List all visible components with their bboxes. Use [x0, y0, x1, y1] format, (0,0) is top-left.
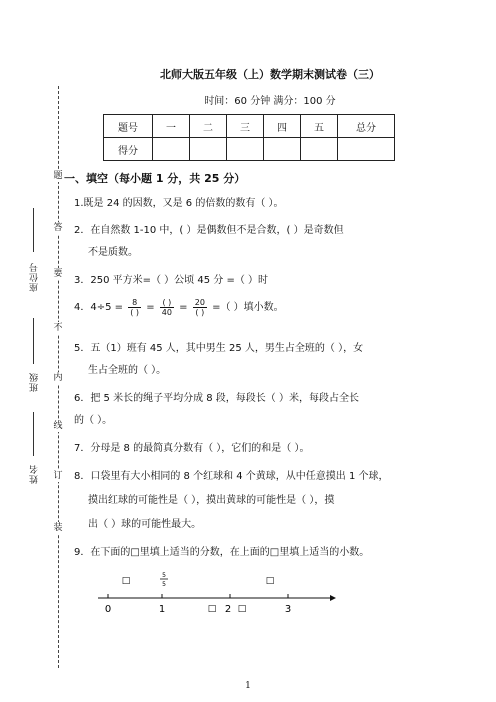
class-label: 班级: [30, 372, 40, 392]
section-heading: 一、填空（每小题 1 分，共 25 分）: [64, 172, 246, 185]
question-8-line-1: 8．口袋里有大小相同的 8 个红球和 4 个黄球，从中任意摸出 1 个球，: [74, 471, 389, 482]
score-header-cell: 三: [227, 115, 264, 138]
number-line-box-bottom-1[interactable]: □: [207, 604, 217, 614]
binding-char: 要: [53, 269, 63, 279]
score-table-score-row: [104, 138, 395, 161]
q4-suffix: =（ ）填小数。: [212, 302, 284, 313]
binding-char: 内: [53, 373, 63, 383]
binding-char: 题: [53, 171, 63, 181]
score-header-cell: 总分: [338, 115, 395, 138]
number-line-label-1: 1: [158, 604, 166, 615]
number-line-arrow: [330, 595, 336, 601]
page-number: 1: [245, 681, 251, 691]
binding-char: 答: [53, 223, 63, 233]
score-header-cell: 题号: [104, 115, 153, 138]
score-cell[interactable]: [264, 138, 301, 161]
number-line-fraction-den: 5: [162, 581, 166, 588]
number-line: [96, 572, 336, 616]
seat-number-label: 座位号: [30, 262, 40, 292]
q4-fraction-3: [193, 298, 207, 317]
score-header-cell: 二: [190, 115, 227, 138]
q4-fraction-2-den: 40: [161, 307, 172, 317]
q4-fraction-2: [160, 298, 174, 317]
score-cell[interactable]: [301, 138, 338, 161]
question-8-line-3: 出（ ）球的可能性最大。: [88, 519, 202, 530]
question-7: 7．分母是 8 的最简真分数有（ ），它们的和是（ ）。: [74, 443, 310, 454]
score-header-cell: 四: [264, 115, 301, 138]
q4-fraction-3-num: 20: [194, 297, 205, 307]
score-table-header-row: [104, 115, 395, 138]
question-1: 1.既是 24 的因数，又是 6 的倍数的数有（ ）。: [74, 198, 284, 209]
question-2-line-2: 不是质数。: [88, 247, 138, 258]
q4-fraction-1-num: 8: [128, 298, 141, 308]
score-table: [103, 114, 395, 161]
question-2-line-1: 2．在自然数 1-10 中，( ）是偶数但不是合数，( ）是奇数但: [74, 225, 344, 236]
q4-equals: =: [146, 302, 155, 313]
class-underline: [33, 318, 34, 364]
score-header-cell: 一: [153, 115, 190, 138]
name-label: 姓名: [30, 464, 40, 484]
score-header-cell: 五: [301, 115, 338, 138]
question-5-line-1: 5．五（1）班有 45 人，其中男生 25 人，男生占全班的（ ），女: [74, 343, 364, 354]
exam-title: 北师大版五年级（上）数学期末测试卷（三）: [160, 68, 380, 81]
question-5-line-2: 生占全班的（ ）。: [88, 365, 167, 376]
q4-fraction-2-num: ( ): [160, 298, 174, 308]
q4-fraction-3-den: ( ): [195, 307, 205, 317]
name-underline: [33, 412, 34, 456]
exam-subtitle: 时间：60 分钟 满分：100 分: [204, 96, 336, 107]
question-6-line-2: 的（ ）。: [74, 415, 113, 426]
number-line-label-0: 0: [104, 604, 112, 615]
number-line-label-3: 3: [284, 604, 292, 615]
score-row-label: 得分: [104, 138, 153, 161]
score-cell[interactable]: [227, 138, 264, 161]
question-9: 9．在下面的□里填上适当的分数，在上面的□里填上适当的小数。: [74, 547, 370, 558]
q4-prefix: 4．4÷5 =: [74, 302, 124, 313]
number-line-box-top-1[interactable]: □: [121, 576, 131, 586]
binding-char: 装: [53, 523, 63, 533]
number-line-box-bottom-2[interactable]: □: [237, 604, 247, 614]
q4-equals: =: [179, 302, 188, 313]
seat-number-underline: [33, 208, 34, 252]
number-line-box-top-2[interactable]: □: [265, 576, 275, 586]
number-line-label-2: 2: [224, 604, 232, 615]
score-cell[interactable]: [190, 138, 227, 161]
binding-char: 订: [53, 471, 63, 481]
score-cell[interactable]: [153, 138, 190, 161]
number-line-fraction-num: 5: [162, 572, 166, 579]
binding-char: 线: [53, 421, 63, 431]
question-8-line-2: 摸出红球的可能性是（ ），摸出黄球的可能性是（ ），摸: [88, 495, 335, 506]
q4-fraction-1-den: ( ): [130, 307, 140, 317]
question-4: [74, 297, 284, 319]
binding-char: 不: [53, 323, 63, 333]
question-3: 3．250 平方米=（ ）公顷 45 分 =（ ）时: [74, 275, 269, 286]
question-6-line-1: 6．把 5 米长的绳子平均分成 8 段，每段长（ ）米，每段占全长: [74, 393, 359, 404]
score-cell[interactable]: [338, 138, 395, 161]
q4-fraction-1: [128, 298, 141, 317]
